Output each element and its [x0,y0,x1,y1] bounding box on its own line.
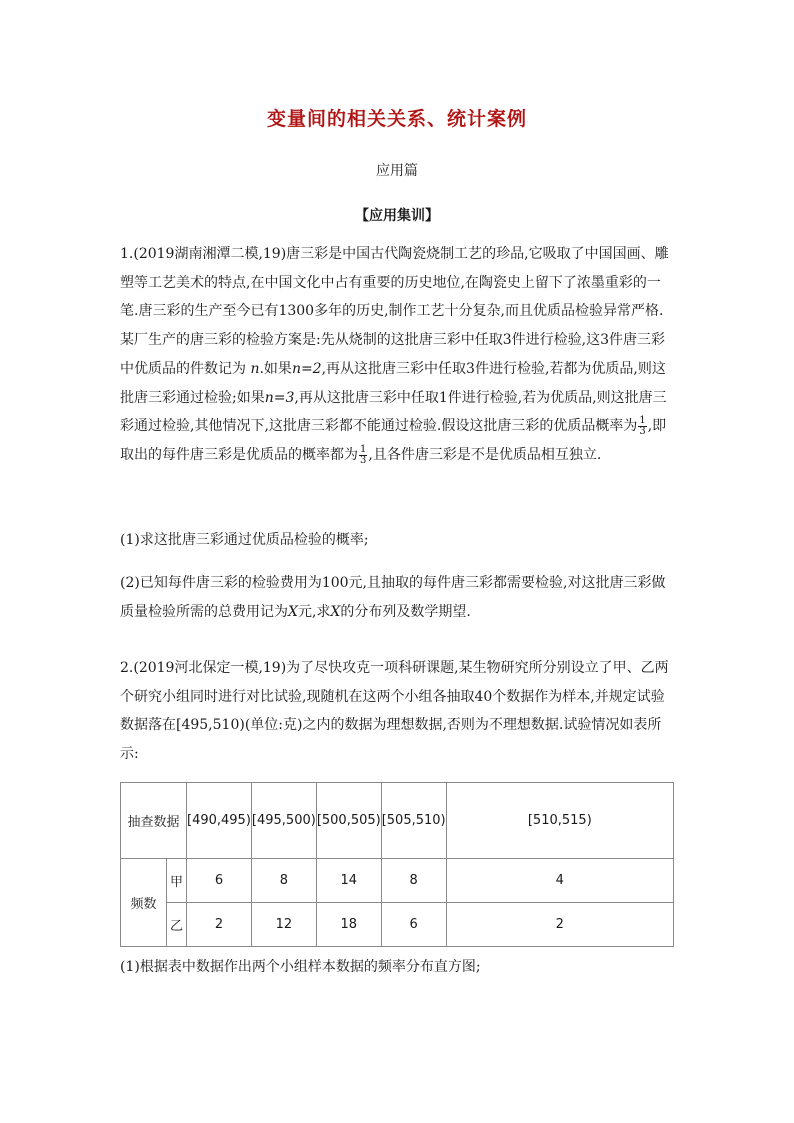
table-cell: 14 [316,859,381,903]
fraction-one-third-2: $\frac{1}{3}$ [360,443,367,466]
interval-header: [495,500) [251,783,316,859]
fraction-one-third: $\frac{1}{3}$ [639,415,646,438]
table-cell: 2 [187,903,252,947]
interval-header: [490,495) [187,783,252,859]
var-x-2: X [330,603,341,620]
frequency-label-cell: 频数 [121,859,167,947]
interval-header: [510,515) [446,783,673,859]
question-1-stem: 1.(2019湖南湘潭二模,19)唐三彩是中国古代陶瓷烧制工艺的珍品,它吸取了中国国画、雕塑等工艺美术的特点,在中国文化中占有重要的历史地位,在陶瓷史上留下了浓墨重彩的一笔.唐三彩的生产至今已有1300多年的历史,制作工艺十分复杂,而且优质品检验异常严格.某厂生产的唐三彩的检验方案是:先从烧制的这批唐三彩中任取3件进行检验,这3件唐三彩中优质品的件数记为 n.如果n=2,再从这批唐三彩中任取3件进行检验,若都为优质品,则这批唐三彩通过检验;如果n=3,再从这批唐三彩中任取1件进行检验,若为优质品,则这批唐三彩通过检验,其他情况下,这批唐三彩都不能通过检验.假设这批唐三彩的优质品概率为 $\frac{1}{3}$ ,即取出的每件唐三彩是优质品的概率都为 $\frac{1}{3}$ ,且各件唐三彩是不是优质品相互独立. [120,246,669,466]
table-header-row [121,783,674,859]
group-label: 乙 [167,903,187,947]
group-label: 甲 [167,859,187,903]
question-1-part-1: (1)求这批唐三彩通过优质品检验的概率; [120,532,369,548]
question-2-stem: 2.(2019河北保定一模,19)为了尽快攻克一项科研课题,某生物研究所分别设立了甲、乙两个研究小组同时进行对比试验,现随机在这两个小组各抽取40个数据作为样本,并规定试验数据落在[495,510)(单位:克)之内的数据为理想数据,否则为不理想数据.试验情况如表所示: [120,660,669,763]
interval-header: [500,505) [316,783,381,859]
page-title: 变量间的相关关系、统计案例 [266,108,527,130]
page-subtitle: 应用篇 [376,163,418,179]
interval-header: [505,510) [381,783,446,859]
table-cell: 18 [316,903,381,947]
table-cell: 2 [446,903,673,947]
table-cell: 8 [381,859,446,903]
var-n: n [250,360,260,377]
var-x: X [288,603,298,620]
table-row-jia [121,859,674,903]
table-cell: 8 [251,859,316,903]
section-heading: 【应用集训】 [355,208,439,224]
table-row-yi [121,903,674,947]
condition-n-equals-2: n=2 [291,360,322,377]
table-cell: 4 [446,859,673,903]
table-cell: 12 [251,903,316,947]
question-1-part-2: (2)已知每件唐三彩的检验费用为100元,且抽取的每件唐三彩都需要检验,对这批唐三彩做质量检验所需的总费用记为X元,求X的分布列及数学期望. [120,575,666,620]
table-corner-cell: 抽查数据 [121,783,187,859]
question-2-part-1: (1)根据表中数据作出两个小组样本数据的频率分布直方图; [120,959,481,975]
condition-n-equals-3: n=3 [264,389,295,406]
data-table [120,782,674,947]
table-cell: 6 [381,903,446,947]
table-cell: 6 [187,859,252,903]
